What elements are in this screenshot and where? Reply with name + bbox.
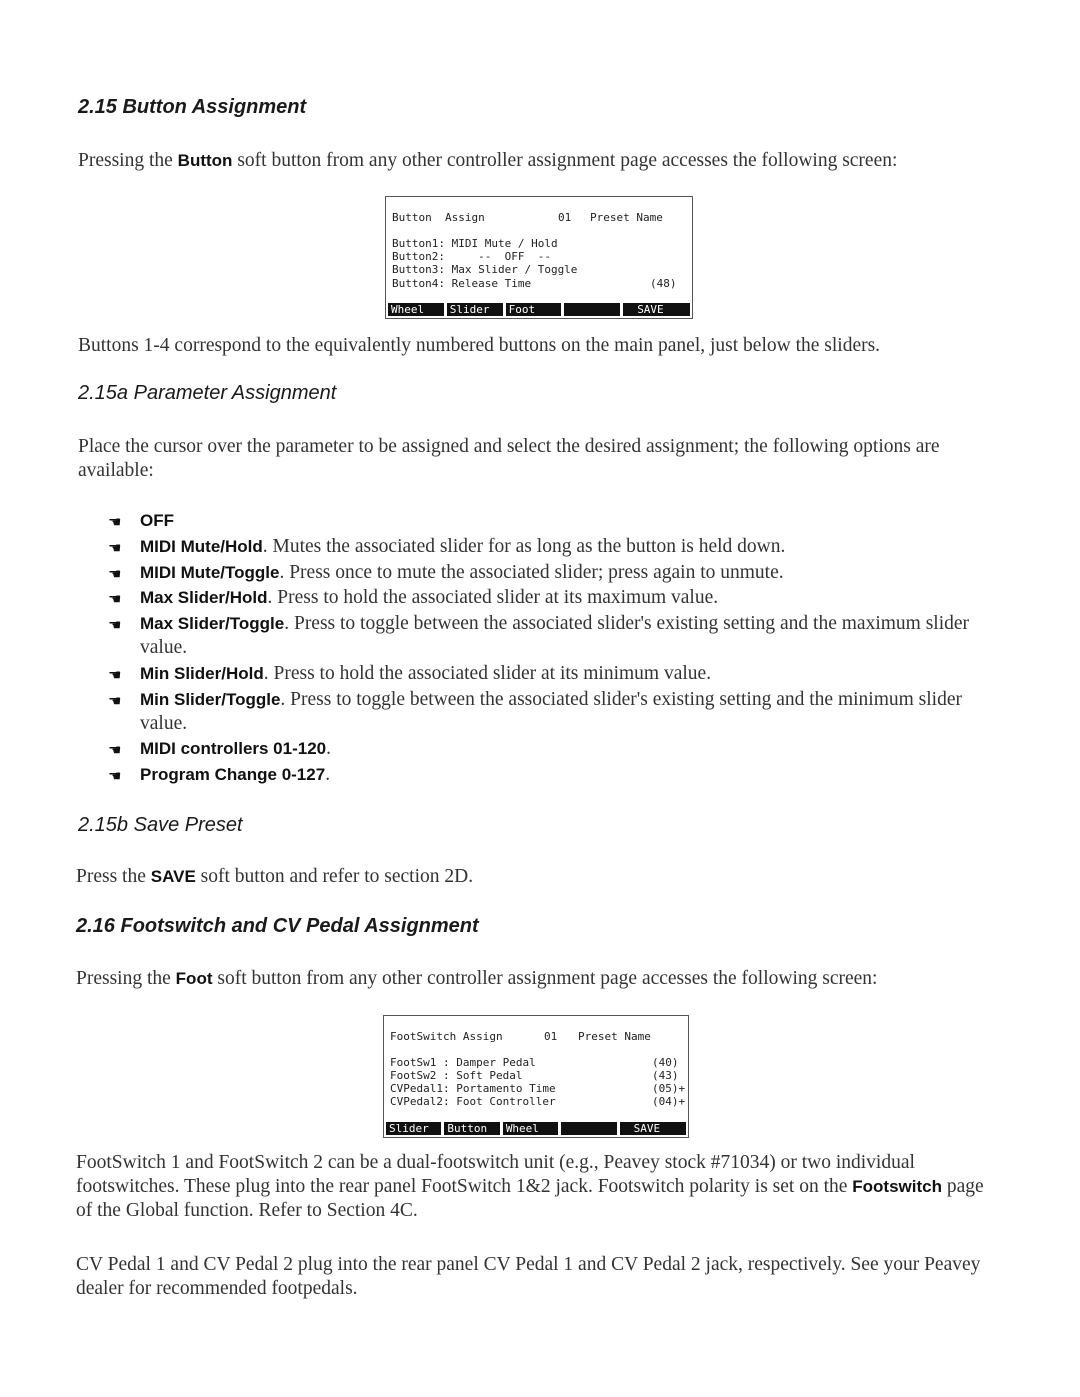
text: page of the Global function. Refer to Section 4C. (76, 1176, 984, 1221)
list-item-text (140, 561, 1008, 585)
pointing-hand-icon: ☚ (108, 769, 122, 785)
heading-2-15b: 2.15b Save Preset (78, 814, 243, 836)
pointing-hand-icon: ☚ (108, 541, 122, 557)
heading-2-15a: 2.15a Parameter Assignment (78, 382, 337, 404)
soft-button-save[interactable]: SAVE (623, 303, 690, 316)
soft-button-foot[interactable]: Foot (506, 303, 562, 316)
bold-text: Footswitch (852, 1177, 942, 1196)
paragraph: Place the cursor over the parameter to be assigned and select the desired assignment; the following options are available: (78, 436, 940, 481)
lcd-preset-number: 01 (544, 1030, 558, 1043)
lcd-value: (48) (650, 277, 677, 290)
paragraph (78, 149, 1008, 173)
list-item-text (140, 509, 1008, 533)
option-name: MIDI Mute/Toggle (140, 563, 280, 582)
bold-text: Button (177, 151, 233, 170)
paragraph (76, 1151, 1001, 1223)
option-name: Min Slider/Hold (140, 664, 264, 683)
soft-button-slider[interactable]: Slider (386, 1122, 441, 1135)
paragraph: Buttons 1-4 correspond to the equivalently numbered buttons on the main panel, just below the sliders. (78, 335, 881, 356)
lcd-value: (43) (652, 1069, 679, 1082)
option-description: . Mutes the associated slider for as long as the button is held down. (262, 536, 786, 557)
soft-button-slider[interactable]: Slider (447, 303, 503, 316)
list-item-text (140, 688, 1008, 736)
option-name: Program Change 0-127 (140, 765, 326, 784)
lcd-row: FootSw2 : Soft Pedal (390, 1069, 523, 1082)
soft-button-save[interactable]: SAVE (620, 1122, 686, 1135)
heading-2-16: 2.16 Footswitch and CV Pedal Assignment (76, 915, 479, 937)
bold-text: SAVE (150, 867, 196, 886)
option-description: . Press to hold the associated slider at its minimum value. (263, 663, 712, 684)
paragraph (76, 967, 1006, 991)
lcd-button-assign (385, 196, 693, 319)
text: Pressing the (78, 150, 178, 171)
pointing-hand-icon: ☚ (108, 694, 122, 710)
option-description: . Press to toggle between the associated slider's existing setting and the maximum slider value. (140, 613, 970, 658)
list-item-text (140, 586, 1008, 610)
lcd-value: (05)+ (652, 1082, 686, 1095)
lcd-value: (40) (652, 1056, 679, 1069)
soft-button-wheel[interactable]: Wheel (388, 303, 444, 316)
lcd-preset-name: Preset Name (578, 1030, 651, 1043)
lcd-preset-name: Preset Name (590, 211, 663, 224)
soft-button-blank[interactable] (561, 1122, 616, 1135)
lcd-footswitch-assign (383, 1015, 689, 1138)
list-item-text (140, 612, 1008, 660)
lcd-row: Button2: -- OFF -- (392, 250, 551, 263)
pointing-hand-icon: ☚ (108, 592, 122, 608)
option-name: OFF (140, 511, 174, 530)
text: soft button from any other controller assignment page accesses the following screen: (212, 968, 878, 989)
lcd-preset-number: 01 (558, 211, 572, 224)
pointing-hand-icon: ☚ (108, 743, 122, 759)
text: FootSwitch 1 and FootSwitch 2 can be a dual-footswitch unit (e.g., Peavey stock #71034) or two individual footswitches. These plug into the rear panel FootSwitch 1&2 jack. Footswitch polarity is set on the (76, 1152, 915, 1197)
lcd-value: (04)+ (652, 1095, 686, 1108)
option-name: Min Slider/Toggle (140, 690, 281, 709)
option-description: . (326, 738, 331, 759)
option-description: . Press to toggle between the associated slider's existing setting and the minimum slider value. (140, 689, 962, 734)
bold-text: Foot (175, 969, 213, 988)
lcd-row: CVPedal2: Foot Controller (390, 1095, 556, 1108)
option-description: . Press to hold the associated slider at its maximum value. (267, 587, 719, 608)
option-name: MIDI controllers 01-120 (140, 739, 327, 758)
lcd-row: Button1: MIDI Mute / Hold (392, 237, 558, 250)
soft-button-button[interactable]: Button (444, 1122, 499, 1135)
pointing-hand-icon: ☚ (108, 515, 122, 531)
option-name: Max Slider/Toggle (140, 614, 285, 633)
option-name: Max Slider/Hold (140, 588, 268, 607)
list-item-text (140, 662, 1008, 686)
list-item-text (140, 737, 1008, 761)
lcd-title: FootSwitch Assign (390, 1030, 503, 1043)
lcd-row: Button4: Release Time (392, 277, 532, 290)
text: soft button from any other controller assignment page accesses the following screen: (232, 150, 898, 171)
text: soft button and refer to section 2D. (195, 866, 474, 887)
lcd-row: FootSw1 : Damper Pedal (390, 1056, 536, 1069)
pointing-hand-icon: ☚ (108, 567, 122, 583)
text: Press the (76, 866, 151, 887)
lcd-title: Button Assign (392, 211, 485, 224)
soft-button-wheel[interactable]: Wheel (503, 1122, 558, 1135)
pointing-hand-icon: ☚ (108, 668, 122, 684)
list-item-text (140, 535, 1008, 559)
heading-2-15: 2.15 Button Assignment (78, 96, 307, 118)
paragraph (76, 865, 1006, 889)
list-item-text (140, 763, 1008, 787)
soft-button-bar (386, 1122, 686, 1135)
soft-button-blank[interactable] (564, 303, 620, 316)
lcd-row: CVPedal1: Portamento Time (390, 1082, 556, 1095)
text: Pressing the (76, 968, 176, 989)
paragraph: CV Pedal 1 and CV Pedal 2 plug into the rear panel CV Pedal 1 and CV Pedal 2 jack, respectively. See your Peavey dealer for recommended footpedals. (76, 1254, 981, 1299)
option-name: MIDI Mute/Hold (140, 537, 263, 556)
option-description: . (325, 764, 331, 785)
option-description: . Press once to mute the associated slider; press again to unmute. (279, 562, 784, 583)
lcd-row: Button3: Max Slider / Toggle (392, 263, 578, 276)
pointing-hand-icon: ☚ (108, 618, 122, 634)
soft-button-bar (388, 303, 690, 316)
